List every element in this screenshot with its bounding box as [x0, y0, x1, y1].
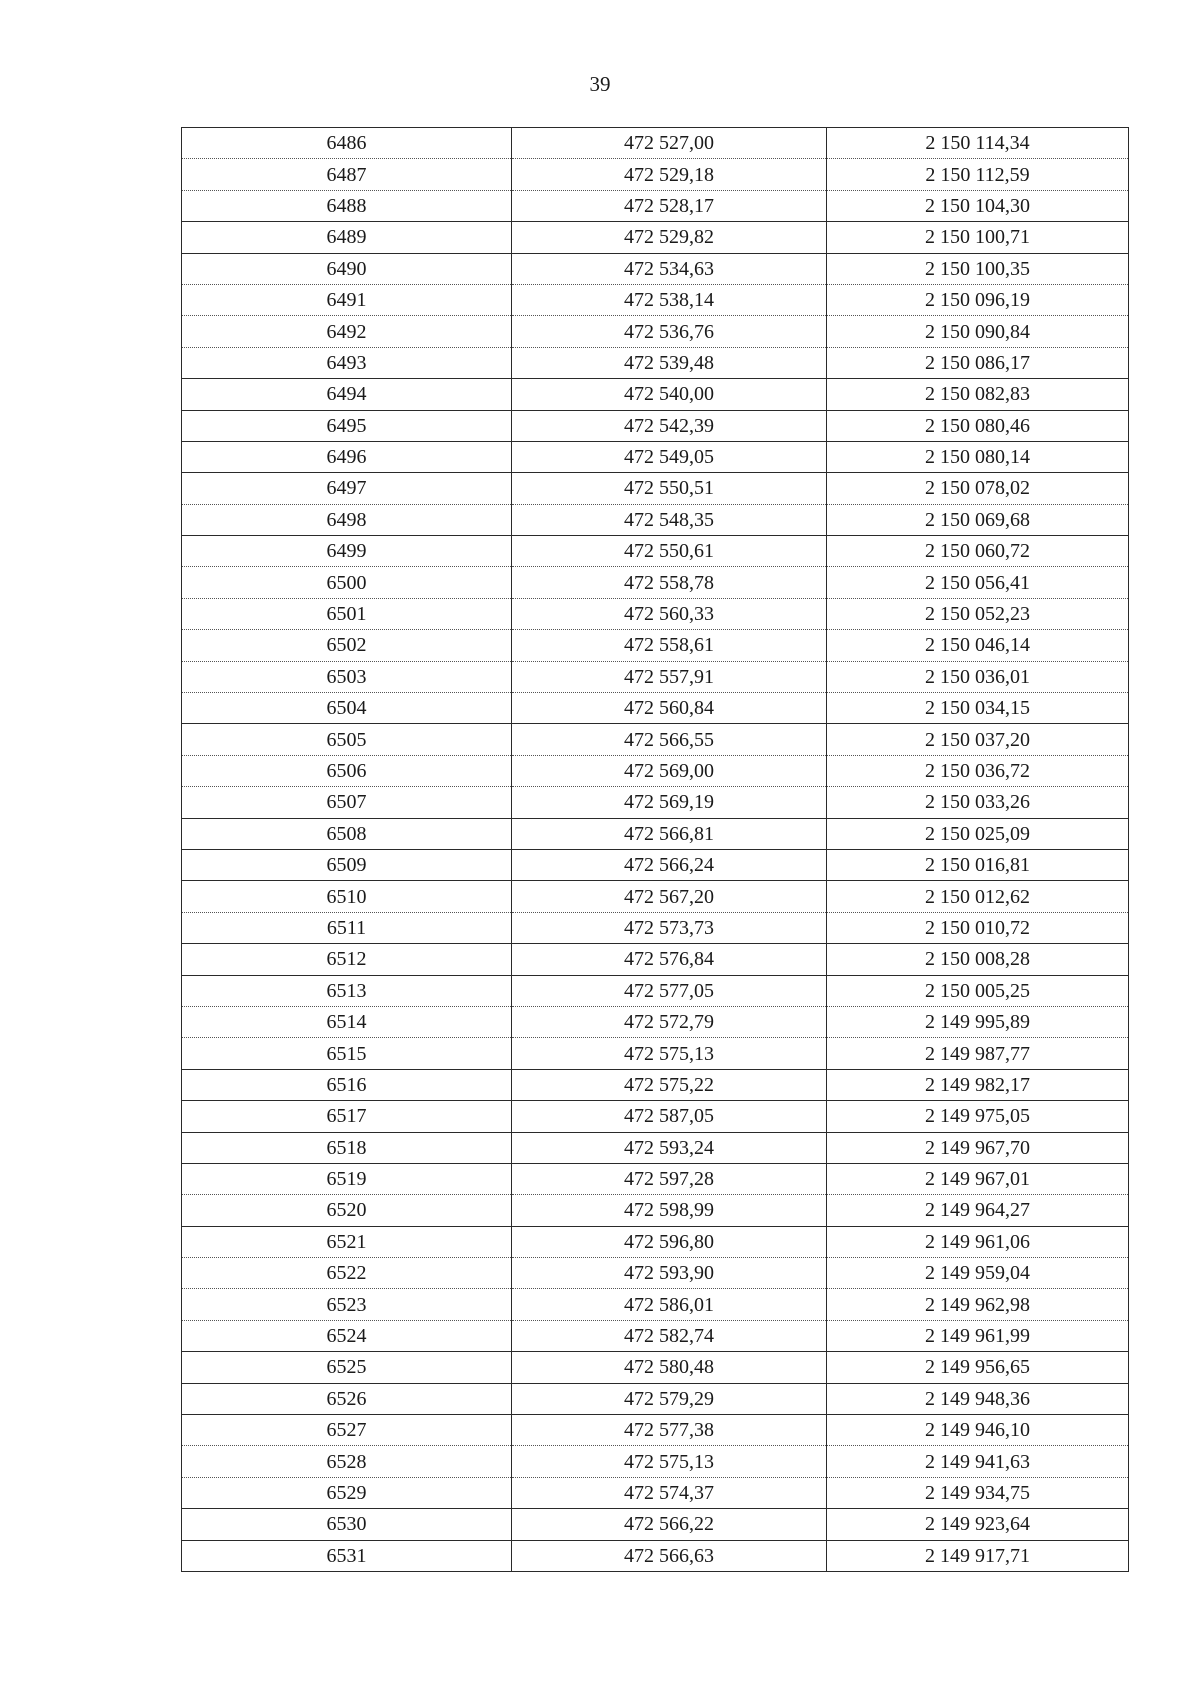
point-number-cell: 6526 — [182, 1383, 512, 1414]
y-coordinate-cell: 2 150 082,83 — [827, 379, 1129, 410]
table-row — [182, 536, 1129, 567]
table-row — [182, 1101, 1129, 1132]
point-number-cell: 6508 — [182, 818, 512, 849]
x-coordinate-cell: 472 579,29 — [512, 1383, 827, 1414]
table-row — [182, 755, 1129, 786]
table-row — [182, 1069, 1129, 1100]
x-coordinate-cell: 472 572,79 — [512, 1006, 827, 1037]
y-coordinate-cell: 2 149 946,10 — [827, 1415, 1129, 1446]
table-row — [182, 1383, 1129, 1414]
table-row — [182, 1258, 1129, 1289]
y-coordinate-cell: 2 149 961,06 — [827, 1226, 1129, 1257]
x-coordinate-cell: 472 567,20 — [512, 881, 827, 912]
point-number-cell: 6518 — [182, 1132, 512, 1163]
point-number-cell: 6501 — [182, 598, 512, 629]
table-row — [182, 1509, 1129, 1540]
table-row — [182, 1132, 1129, 1163]
y-coordinate-cell: 2 149 923,64 — [827, 1509, 1129, 1540]
table-row — [182, 1540, 1129, 1571]
point-number-cell: 6519 — [182, 1163, 512, 1194]
x-coordinate-cell: 472 580,48 — [512, 1352, 827, 1383]
x-coordinate-cell: 472 548,35 — [512, 504, 827, 535]
y-coordinate-cell: 2 149 934,75 — [827, 1477, 1129, 1508]
y-coordinate-cell: 2 150 100,35 — [827, 253, 1129, 284]
point-number-cell: 6492 — [182, 316, 512, 347]
table-row — [182, 1226, 1129, 1257]
table-row — [182, 379, 1129, 410]
y-coordinate-cell: 2 150 080,14 — [827, 441, 1129, 472]
x-coordinate-cell: 472 550,61 — [512, 536, 827, 567]
x-coordinate-cell: 472 560,84 — [512, 693, 827, 724]
point-number-cell: 6495 — [182, 410, 512, 441]
x-coordinate-cell: 472 542,39 — [512, 410, 827, 441]
x-coordinate-cell: 472 566,24 — [512, 849, 827, 880]
table-row — [182, 630, 1129, 661]
y-coordinate-cell: 2 149 962,98 — [827, 1289, 1129, 1320]
y-coordinate-cell: 2 150 112,59 — [827, 159, 1129, 190]
y-coordinate-cell: 2 149 959,04 — [827, 1258, 1129, 1289]
point-number-cell: 6510 — [182, 881, 512, 912]
y-coordinate-cell: 2 149 948,36 — [827, 1383, 1129, 1414]
table-row — [182, 724, 1129, 755]
y-coordinate-cell: 2 150 104,30 — [827, 190, 1129, 221]
x-coordinate-cell: 472 593,90 — [512, 1258, 827, 1289]
y-coordinate-cell: 2 149 967,70 — [827, 1132, 1129, 1163]
y-coordinate-cell: 2 149 982,17 — [827, 1069, 1129, 1100]
point-number-cell: 6500 — [182, 567, 512, 598]
table-row — [182, 881, 1129, 912]
table-row — [182, 222, 1129, 253]
x-coordinate-cell: 472 575,13 — [512, 1038, 827, 1069]
x-coordinate-cell: 472 557,91 — [512, 661, 827, 692]
table-row — [182, 661, 1129, 692]
x-coordinate-cell: 472 574,37 — [512, 1477, 827, 1508]
x-coordinate-cell: 472 582,74 — [512, 1320, 827, 1351]
y-coordinate-cell: 2 150 100,71 — [827, 222, 1129, 253]
y-coordinate-cell: 2 149 956,65 — [827, 1352, 1129, 1383]
point-number-cell: 6506 — [182, 755, 512, 786]
table-row — [182, 1006, 1129, 1037]
point-number-cell: 6494 — [182, 379, 512, 410]
y-coordinate-cell: 2 149 967,01 — [827, 1163, 1129, 1194]
table-row — [182, 504, 1129, 535]
table-row — [182, 849, 1129, 880]
x-coordinate-cell: 472 566,22 — [512, 1509, 827, 1540]
y-coordinate-cell: 2 149 961,99 — [827, 1320, 1129, 1351]
y-coordinate-cell: 2 150 036,01 — [827, 661, 1129, 692]
table-row — [182, 1195, 1129, 1226]
x-coordinate-cell: 472 536,76 — [512, 316, 827, 347]
x-coordinate-cell: 472 597,28 — [512, 1163, 827, 1194]
point-number-cell: 6531 — [182, 1540, 512, 1571]
x-coordinate-cell: 472 593,24 — [512, 1132, 827, 1163]
x-coordinate-cell: 472 539,48 — [512, 347, 827, 378]
table-row — [182, 975, 1129, 1006]
x-coordinate-cell: 472 560,33 — [512, 598, 827, 629]
y-coordinate-cell: 2 150 016,81 — [827, 849, 1129, 880]
x-coordinate-cell: 472 558,78 — [512, 567, 827, 598]
y-coordinate-cell: 2 150 046,14 — [827, 630, 1129, 661]
x-coordinate-cell: 472 596,80 — [512, 1226, 827, 1257]
table-row — [182, 1320, 1129, 1351]
point-number-cell: 6517 — [182, 1101, 512, 1132]
x-coordinate-cell: 472 576,84 — [512, 944, 827, 975]
y-coordinate-cell: 2 150 037,20 — [827, 724, 1129, 755]
y-coordinate-cell: 2 150 036,72 — [827, 755, 1129, 786]
point-number-cell: 6496 — [182, 441, 512, 472]
x-coordinate-cell: 472 529,82 — [512, 222, 827, 253]
point-number-cell: 6489 — [182, 222, 512, 253]
table-row — [182, 598, 1129, 629]
x-coordinate-cell: 472 529,18 — [512, 159, 827, 190]
y-coordinate-cell: 2 150 086,17 — [827, 347, 1129, 378]
x-coordinate-cell: 472 586,01 — [512, 1289, 827, 1320]
x-coordinate-cell: 472 527,00 — [512, 128, 827, 159]
y-coordinate-cell: 2 149 941,63 — [827, 1446, 1129, 1477]
table-row — [182, 128, 1129, 159]
point-number-cell: 6503 — [182, 661, 512, 692]
y-coordinate-cell: 2 150 012,62 — [827, 881, 1129, 912]
point-number-cell: 6529 — [182, 1477, 512, 1508]
table-row — [182, 1352, 1129, 1383]
x-coordinate-cell: 472 549,05 — [512, 441, 827, 472]
point-number-cell: 6487 — [182, 159, 512, 190]
table-row — [182, 693, 1129, 724]
point-number-cell: 6488 — [182, 190, 512, 221]
point-number-cell: 6486 — [182, 128, 512, 159]
table-row — [182, 284, 1129, 315]
y-coordinate-cell: 2 150 056,41 — [827, 567, 1129, 598]
page-number: 39 — [589, 72, 611, 96]
table-row — [182, 1446, 1129, 1477]
x-coordinate-cell: 472 566,81 — [512, 818, 827, 849]
table-row — [182, 190, 1129, 221]
table-row — [182, 787, 1129, 818]
point-number-cell: 6504 — [182, 693, 512, 724]
x-coordinate-cell: 472 577,38 — [512, 1415, 827, 1446]
y-coordinate-cell: 2 149 917,71 — [827, 1540, 1129, 1571]
y-coordinate-cell: 2 150 034,15 — [827, 693, 1129, 724]
point-number-cell: 6513 — [182, 975, 512, 1006]
point-number-cell: 6516 — [182, 1069, 512, 1100]
y-coordinate-cell: 2 150 025,09 — [827, 818, 1129, 849]
table-row — [182, 1289, 1129, 1320]
point-number-cell: 6530 — [182, 1509, 512, 1540]
table-row — [182, 912, 1129, 943]
table-row — [182, 818, 1129, 849]
x-coordinate-cell: 472 566,55 — [512, 724, 827, 755]
y-coordinate-cell: 2 149 964,27 — [827, 1195, 1129, 1226]
x-coordinate-cell: 472 534,63 — [512, 253, 827, 284]
x-coordinate-cell: 472 569,19 — [512, 787, 827, 818]
point-number-cell: 6511 — [182, 912, 512, 943]
y-coordinate-cell: 2 149 975,05 — [827, 1101, 1129, 1132]
point-number-cell: 6527 — [182, 1415, 512, 1446]
coordinates-table — [181, 127, 1129, 1572]
x-coordinate-cell: 472 538,14 — [512, 284, 827, 315]
table-row — [182, 567, 1129, 598]
point-number-cell: 6507 — [182, 787, 512, 818]
table-row — [182, 347, 1129, 378]
point-number-cell: 6491 — [182, 284, 512, 315]
y-coordinate-cell: 2 150 078,02 — [827, 473, 1129, 504]
x-coordinate-cell: 472 575,22 — [512, 1069, 827, 1100]
point-number-cell: 6523 — [182, 1289, 512, 1320]
point-number-cell: 6512 — [182, 944, 512, 975]
table-row — [182, 1477, 1129, 1508]
point-number-cell: 6509 — [182, 849, 512, 880]
point-number-cell: 6490 — [182, 253, 512, 284]
x-coordinate-cell: 472 598,99 — [512, 1195, 827, 1226]
point-number-cell: 6528 — [182, 1446, 512, 1477]
y-coordinate-cell: 2 149 995,89 — [827, 1006, 1129, 1037]
x-coordinate-cell: 472 573,73 — [512, 912, 827, 943]
x-coordinate-cell: 472 566,63 — [512, 1540, 827, 1571]
coordinates-table-body — [182, 128, 1129, 1572]
point-number-cell: 6521 — [182, 1226, 512, 1257]
y-coordinate-cell: 2 150 114,34 — [827, 128, 1129, 159]
point-number-cell: 6502 — [182, 630, 512, 661]
y-coordinate-cell: 2 150 010,72 — [827, 912, 1129, 943]
y-coordinate-cell: 2 150 005,25 — [827, 975, 1129, 1006]
table-row — [182, 1415, 1129, 1446]
point-number-cell: 6498 — [182, 504, 512, 535]
x-coordinate-cell: 472 550,51 — [512, 473, 827, 504]
x-coordinate-cell: 472 540,00 — [512, 379, 827, 410]
y-coordinate-cell: 2 150 008,28 — [827, 944, 1129, 975]
point-number-cell: 6505 — [182, 724, 512, 755]
point-number-cell: 6520 — [182, 1195, 512, 1226]
table-row — [182, 944, 1129, 975]
table-row — [182, 410, 1129, 441]
table-row — [182, 441, 1129, 472]
point-number-cell: 6493 — [182, 347, 512, 378]
x-coordinate-cell: 472 569,00 — [512, 755, 827, 786]
table-row — [182, 159, 1129, 190]
table-row — [182, 473, 1129, 504]
point-number-cell: 6525 — [182, 1352, 512, 1383]
y-coordinate-cell: 2 150 052,23 — [827, 598, 1129, 629]
point-number-cell: 6497 — [182, 473, 512, 504]
point-number-cell: 6499 — [182, 536, 512, 567]
table-row — [182, 1038, 1129, 1069]
y-coordinate-cell: 2 150 090,84 — [827, 316, 1129, 347]
point-number-cell: 6522 — [182, 1258, 512, 1289]
table-row — [182, 316, 1129, 347]
x-coordinate-cell: 472 587,05 — [512, 1101, 827, 1132]
point-number-cell: 6515 — [182, 1038, 512, 1069]
y-coordinate-cell: 2 150 033,26 — [827, 787, 1129, 818]
y-coordinate-cell: 2 150 080,46 — [827, 410, 1129, 441]
x-coordinate-cell: 472 577,05 — [512, 975, 827, 1006]
y-coordinate-cell: 2 150 060,72 — [827, 536, 1129, 567]
point-number-cell: 6514 — [182, 1006, 512, 1037]
point-number-cell: 6524 — [182, 1320, 512, 1351]
y-coordinate-cell: 2 149 987,77 — [827, 1038, 1129, 1069]
x-coordinate-cell: 472 528,17 — [512, 190, 827, 221]
y-coordinate-cell: 2 150 096,19 — [827, 284, 1129, 315]
y-coordinate-cell: 2 150 069,68 — [827, 504, 1129, 535]
x-coordinate-cell: 472 558,61 — [512, 630, 827, 661]
x-coordinate-cell: 472 575,13 — [512, 1446, 827, 1477]
table-row — [182, 253, 1129, 284]
table-row — [182, 1163, 1129, 1194]
